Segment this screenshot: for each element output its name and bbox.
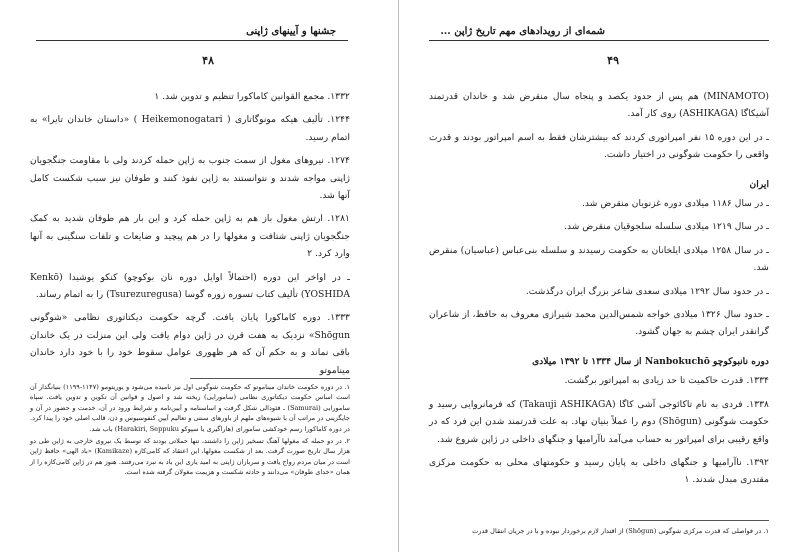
running-header: شمه‌ای از رویدادهای مهم تاریخ ژاپن ... (440, 26, 605, 37)
list-item: ۱۳۹۲. ناآرامیها و جنگهای داخلی به پایان رسید و حکومتهای محلی به حکومت مرکزی مقتدری مبدل شدند. ۱ (429, 456, 769, 486)
right-body-text (429, 88, 769, 495)
footnote-rule (629, 520, 769, 521)
right-page (399, 0, 805, 552)
header-rule (429, 40, 769, 41)
page-number: ۴۹ (607, 54, 619, 67)
left-page (0, 0, 399, 552)
paragraph: ـ در این دوره ۱۵ نفر امپراتوری کردند که بیشترشان فقط به اسم امپراتور بودند و قدرت واقعی را حکومت شوگونی در اختیار داشت. (429, 131, 769, 161)
section-heading-iran: ایران (749, 178, 769, 190)
list-item: ـ در سال ۱۲۵۸ میلادی ایلخانان به حکومت رسیدند و سلسله بنی‌عباس (عباسیان) منقرض شد. (429, 244, 769, 274)
list-item: ۱۳۳۸. فردی به نام تاکائوجی آشی کاگا (Takauji ASHIKAGA) که فرمانروایی رسید و حکومت شوگونی (Shōgun) دوم را عملاً بنیان نهاد. به علت قدرتمند شدن این فرد که در واقع رقیبی برای امپراتور به حساب می‌آمد ناآرامیها و جنگهای داخلی در ژاپن شروع شد. (429, 398, 769, 445)
paragraph: ۱۲۴۴. تألیف هیکه مونوگاتاری ( Heikemonogatari ) «داستان خاندان تایرا» به اتمام رسید. (30, 114, 351, 143)
list-item: ۱۳۳۴. قدرت حاکمیت تا حد زیادی به امپراتور برگشت. (564, 375, 769, 387)
paragraph: ۱۲۸۱. ارتش مغول باز هم به ژاپن حمله کرد و این بار هم طوفان شدید به کمک جنگجویان ژاپنی شتافت و مغولها را در هم پیچید و ضایعات و تلفات سنگینی به آنها وارد کرد. ۲ (30, 213, 350, 260)
list-item: ـ در سال ۱۱۸۶ میلادی دوره غزنویان منقرض شد. (582, 198, 769, 210)
section-heading-nanbokucho: دوره نانبوکوچو Nanbokuchō از سال ۱۳۳۴ تا ۱۳۹۲ میلادی (532, 355, 769, 367)
right-footnote: ۱. در فواصلی که قدرت مرکزی شوگونی (Shōgun) از اقتدار لازم برخوردار نبوده و با در جریان انتقال قدرت (472, 527, 769, 535)
paragraph: ۱۳۳۳. دوره کاماکورا پایان یافت. گرچه حکومت دیکتاتوری نظامی «شوگونی Shōgun» نزدیک به هفت قرن در ژاپن دوام یافت ولی این منزلت در یک خاندان باقی نماند و به حکم آن که هر ظهوری عوامل سقوط خود را با خود دارد خاندان میناموتو (30, 312, 350, 376)
paragraph: (MINAMOTO) هم پس از حدود یکصد و پنجاه سال منقرض شد و خاندان قدرتمند آشیکاگا (ASHIKAGA) روی کار آمد. (429, 91, 769, 120)
paragraph: ـ در اواخر این دوره (احتمالاً اوایل دوره نان بوکوچو) کنکو یوشیدا (Kenkō YOSHIDA) تألیف کتاب تسوره زوره گوسا (Tsurezuregusa) را به اتمام رساند. (30, 271, 350, 301)
list-item: ـ در سال ۱۲۱۹ میلادی سلسله سلجوقیان منقرض شد. (564, 221, 769, 233)
paragraph: ۱۳۳۲. مجمع القوانین کاماکورا تنظیم و تدوین شد. ۱ (154, 91, 350, 102)
footnote-rule (190, 378, 350, 379)
paragraph: ۱۲۷۴. نیروهای مغول از سمت جنوب به ژاپن حمله کردند ولی با مقاومت جنگجویان ژاپنی مواجه شدند و نتوانستند به ژاپن نفوذ کنند و طوفان نیز سبب شکست کامل آنها شد. (30, 155, 350, 202)
list-item: ـ حدود سال ۱۳۲۶ میلادی خواجه شمس‌الدین محمد شیرازی معروف به حافظ، از شاعران گرانقدر ایران چشم به جهان گشود. (429, 309, 769, 338)
header-rule (36, 40, 348, 41)
footnote: ۲. در دو حمله که مغولها آهنگ تسخیر ژاپن را داشتند، تنها حملاتی بودند که توسط یک نیروی خارجی به ژاپن طی دو هزار سال تاریخ صورت گرفت. بعد از شکست مغولها، این اعتقاد که کامی‌کازه (Kamikaze) «باد الهی» حافظ ژاپن است در میان مردم رواج یافت و سربازان ژاپنی به امید یاری این باد به نبرد می‌رفتند. هنوز هم در ژاپن کامی‌کازه را از همان «خدای طوفان» می‌دانند و حادثه شکست و هزیمت مغولان گرفته شده است. (30, 437, 350, 477)
left-footnotes (30, 382, 350, 480)
running-header: جشنها و آیینهای ژاپنی (246, 26, 336, 37)
left-body-text (30, 88, 350, 385)
footnote: ۱. در دوره حکومت خاندان میناموتو که حکومت شوگونی اول نیز نامیده می‌شود و یوریتومو (۱۱۴۷-۱۱۹۹) بنیانگذار آن است اساس حکومت دیکتاتوری نظامی (سامورایی) ریخته شد و اصول و قوانین آن تکوین و تدوین یافت. سپاه سامورایی (Samurai) ـ فئودالی شکل گرفت و اساسنامه و آیین‌نامه و شرایط ورود در آن، خدمت و حضور در آن و جایگزینی در مراتب آن با شیوه‌های ملهم از باورهای سنتی و تعالیم آیین کنفوسیوس و ذن، قالب اصلی خود را پیدا کرد. در دوره کاماکورا رسم خودکشی سامورای (هاراگیری یا سپوکو Harakiri, Seppuku) باب شد. (30, 383, 350, 433)
page-number: ۴۸ (202, 54, 214, 67)
list-item: ـ در حدود سال ۱۲۹۲ میلادی سعدی شاعر بزرگ ایران درگذشت. (525, 285, 769, 297)
